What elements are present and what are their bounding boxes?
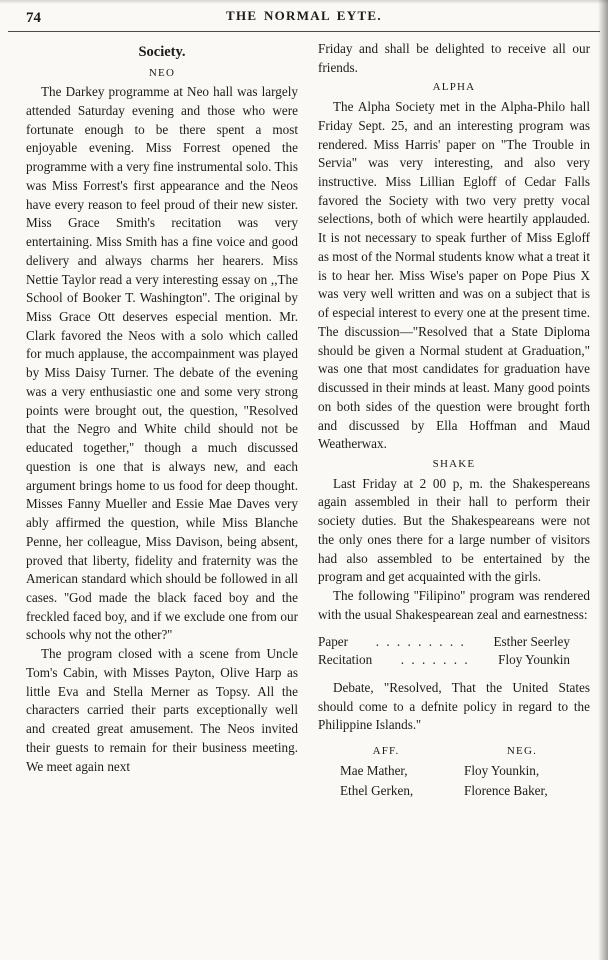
shake-paragraph-2: The following ''Filipino'' program was rendered with the usual Shakespearean zeal and earnestness: — [318, 588, 590, 622]
debate-paragraph: Debate, "Resolved, That the United States should come to a defnite policy in regard to the Philippine Islands.'' — [318, 679, 590, 733]
affirmative-name: Ethel Gerken, — [340, 782, 414, 798]
negative-name: Floy Younkin, — [464, 762, 540, 778]
program-item-label: Recitation — [318, 652, 373, 668]
program-line-recitation — [318, 651, 590, 670]
heading-aff: AFF. — [372, 745, 400, 758]
dot-leader: . . . . . . . — [400, 652, 470, 668]
program-line-paper — [318, 633, 590, 652]
masthead: THE NORMAL EYTE. — [226, 8, 382, 23]
heading-alpha: ALPHA — [432, 81, 476, 94]
section-title-society: Society. — [138, 44, 186, 60]
page-number: 74 — [26, 10, 41, 26]
program-item-name: Floy Younkin — [498, 652, 570, 668]
neo-continuation-paragraph: Friday and shall be delighted to receive all our friends. — [318, 41, 590, 75]
affirmative-column — [318, 744, 454, 800]
two-column-body — [0, 38, 608, 800]
negative-column — [454, 744, 590, 800]
debate-teams — [318, 744, 590, 800]
heading-neo: NEO — [148, 66, 176, 79]
left-column — [26, 40, 298, 800]
program-item-name: Esther Seerley — [493, 633, 570, 649]
heading-shake: SHAKE — [432, 458, 476, 471]
program-item-label: Paper — [318, 633, 349, 649]
neo-paragraph-2: The program closed with a scene from Uncle Tom's Cabin, with Misses Payton, Olive Harp as little Eva and Stella Merner as Topsy. All the characters carried their parts exceptionally well and created great amusement. The Neos invited their guests to remain for their business meeting. We meet again next — [26, 646, 298, 774]
page-header — [0, 0, 608, 29]
affirmative-name: Mae Mather, — [340, 762, 408, 778]
heading-neg: NEG. — [506, 745, 538, 758]
neo-paragraph-1: The Darkey programme at Neo hall was largely attended Saturday evening and those who were fortunate enough to be there spent a most enjoyable evening. Miss Forrest opened the programme with a very fine instrumental solo. This was Miss Forrest's first appearance and the Neos have every reason to feel proud of their new sister. Miss Grace Smith's recitation was very entertaining. Miss Smith has a fine voice and good delivery and always charms her hearers. Miss Nettie Taylor read a very interesting essay on ,,The School of Booker T. Washington''. The original by Miss Grace Ott deserves especial mention. Mr. Clark favored the Neos with a solo which called for much applause, the accompainment was played by Miss Daisy Turner. The debate of the evening was a very enthusiastic one and some very strong points were brought out, the question, "Resolved that the Negro and White child should not be educated together,'' though a much discussed question is one that is always new, and each argument brings home to us food for deep thought. Misses Fanny Mueller and Essie Mae Daves very ably affirmed the question, while Miss Blanche Penne, her colleague, Miss Davison, being absent, proved that liberty, fidelity and fraternity was the American standard which should be followed in all cases. ''God made the black faced boy and the freckled faced boy, and if we exclude one from our schools why not the other?'' — [26, 84, 298, 643]
alpha-paragraph: The Alpha Society met in the Alpha-Philo hall Friday Sept. 25, and an interesting program was rendered. Miss Harris' paper on "The Trouble in Servia" was very interesting, and also very instructive. Miss Lillian Egloff of Cedar Falls favored the Society with two very pretty vocal selections, both of which were heartily applauded. It is not necessary to speak further of Miss Egloff as most of the Normal students know what a treat it is to hear her. Miss Wise's paper on Pope Pius X was very well written and was on a subject that is of especial interest to every one at the present time. The discussion—"Resolved that a State Diploma should be given a Normal student at Graduation," was one that most candidates for graduation have discussed in their minds at least. Many good points on both sides of the question were brought forth and discussed by Ella Hoffman and Maud Weatherwax. — [318, 99, 590, 452]
header-rule — [8, 31, 600, 32]
negative-name: Florence Baker, — [464, 782, 548, 798]
right-column — [318, 40, 590, 800]
shake-paragraph-1: Last Friday at 2 00 p, m. the Shakespereans again assembled in their hall to perform their society duties. But the Shakespeareans were not the only ones there for a large number of visitors had also assembled to be entertained by the program and get acquainted with the girls. — [318, 475, 590, 585]
dot-leader: . . . . . . . . . — [375, 633, 466, 649]
